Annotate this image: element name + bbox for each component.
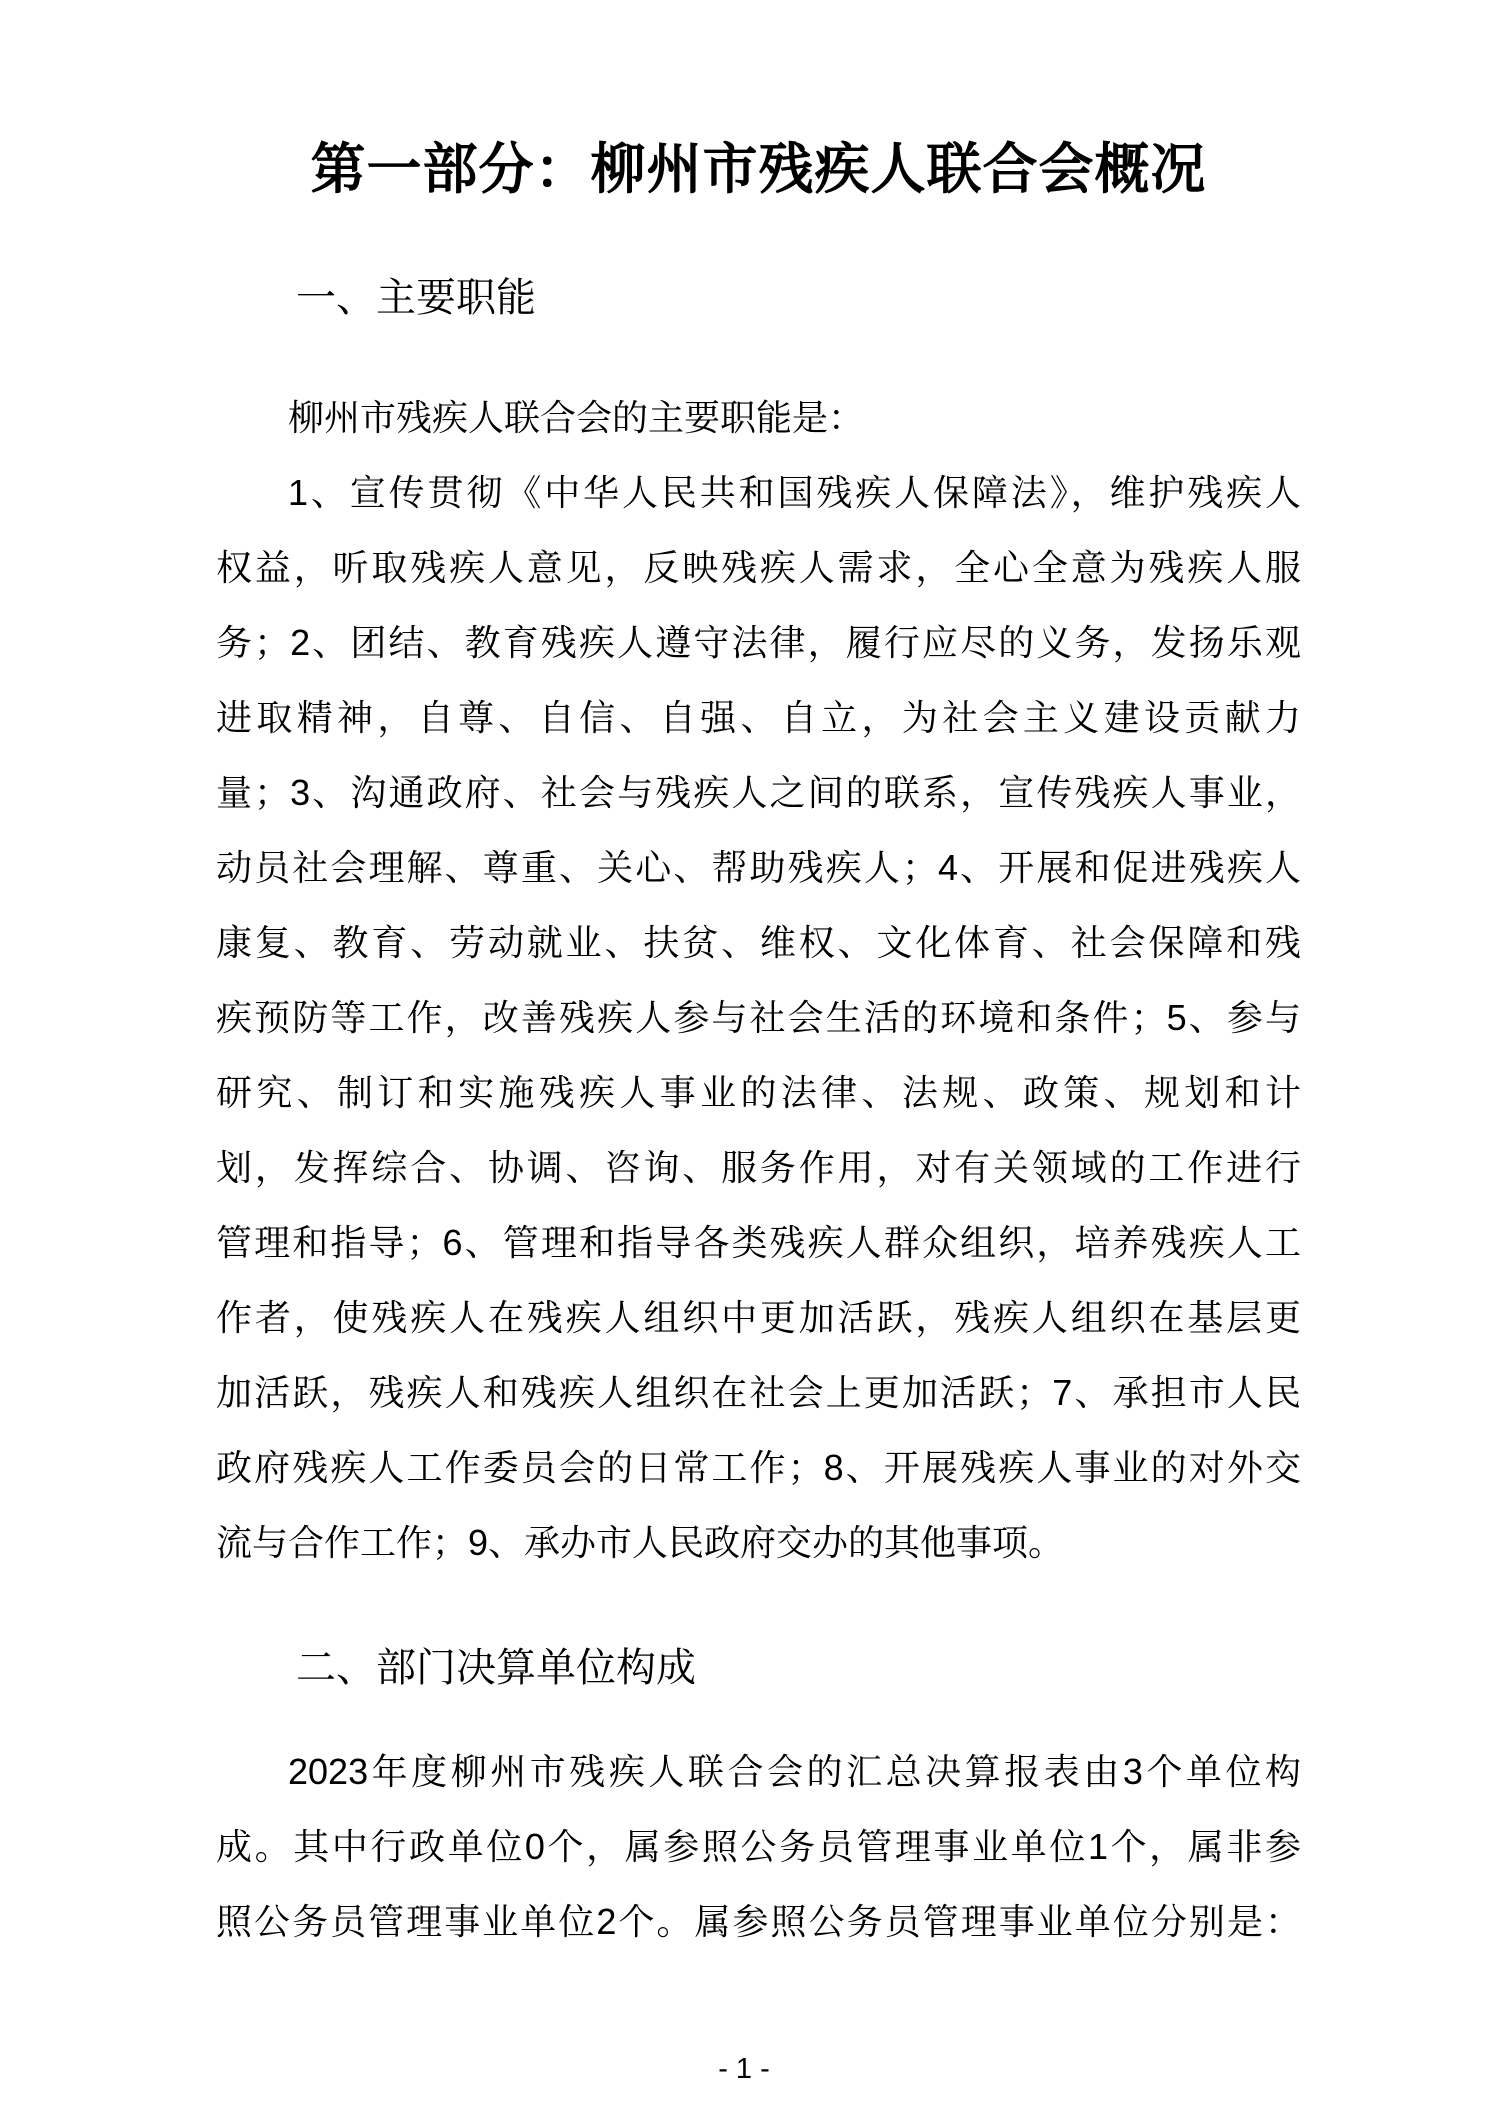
paragraph-line: 照公务员管理事业单位2个。属参照公务员管理事业单位分别是：: [216, 1901, 1301, 1942]
paragraph-line: 流与合作工作；9、承办市人民政府交办的其他事项。: [216, 1522, 1065, 1563]
paragraph-line: 政府残疾人工作委员会的日常工作；8、开展残疾人事业的对外交: [216, 1447, 1301, 1488]
paragraph-line: 1、宣传贯彻《中华人民共和国残疾人保障法》，维护残疾人: [288, 472, 1301, 513]
section-1-heading: 一、主要职能: [296, 276, 536, 320]
page-number: - 1 -: [718, 2053, 770, 2085]
paragraph-line: 柳州市残疾人联合会的主要职能是：: [288, 397, 865, 438]
section-1-paragraphs: [216, 380, 1301, 1580]
paragraph-line: 2023年度柳州市残疾人联合会的汇总决算报表由3个单位构: [288, 1751, 1301, 1792]
paragraph-line: 康复、教育、劳动就业、扶贫、维权、文化体育、社会保障和残: [216, 922, 1301, 963]
paragraph-line: 务；2、团结、教育残疾人遵守法律，履行应尽的义务，发扬乐观: [216, 622, 1301, 663]
paragraph-line: 权益，听取残疾人意见，反映残疾人需求，全心全意为残疾人服: [216, 547, 1301, 588]
paragraph-line: 加活跃，残疾人和残疾人组织在社会上更加活跃；7、承担市人民: [216, 1372, 1301, 1413]
paragraph-line: 划，发挥综合、协调、咨询、服务作用，对有关领域的工作进行: [216, 1147, 1301, 1188]
section-2-paragraphs: [216, 1734, 1301, 1959]
paragraph-line: 成。其中行政单位0个，属参照公务员管理事业单位1个，属非参: [216, 1826, 1301, 1867]
paragraph-line: 进取精神，自尊、自信、自强、自立，为社会主义建设贡献力: [216, 697, 1301, 738]
section-2-heading: 二、部门决算单位构成: [296, 1646, 696, 1690]
paragraph-line: 量；3、沟通政府、社会与残疾人之间的联系，宣传残疾人事业，: [216, 772, 1301, 813]
paragraph-line: 疾预防等工作，改善残疾人参与社会生活的环境和条件；5、参与: [216, 997, 1301, 1038]
paragraph-line: 管理和指导；6、管理和指导各类残疾人群众组织，培养残疾人工: [216, 1222, 1301, 1263]
paragraph-line: 研究、制订和实施残疾人事业的法律、法规、政策、规划和计: [216, 1072, 1301, 1113]
paragraph-line: 作者，使残疾人在残疾人组织中更加活跃，残疾人组织在基层更: [216, 1297, 1301, 1338]
paragraph-line: 动员社会理解、尊重、关心、帮助残疾人；4、开展和促进残疾人: [216, 847, 1301, 888]
document-title: 第一部分：柳州市残疾人联合会概况: [310, 138, 1207, 200]
